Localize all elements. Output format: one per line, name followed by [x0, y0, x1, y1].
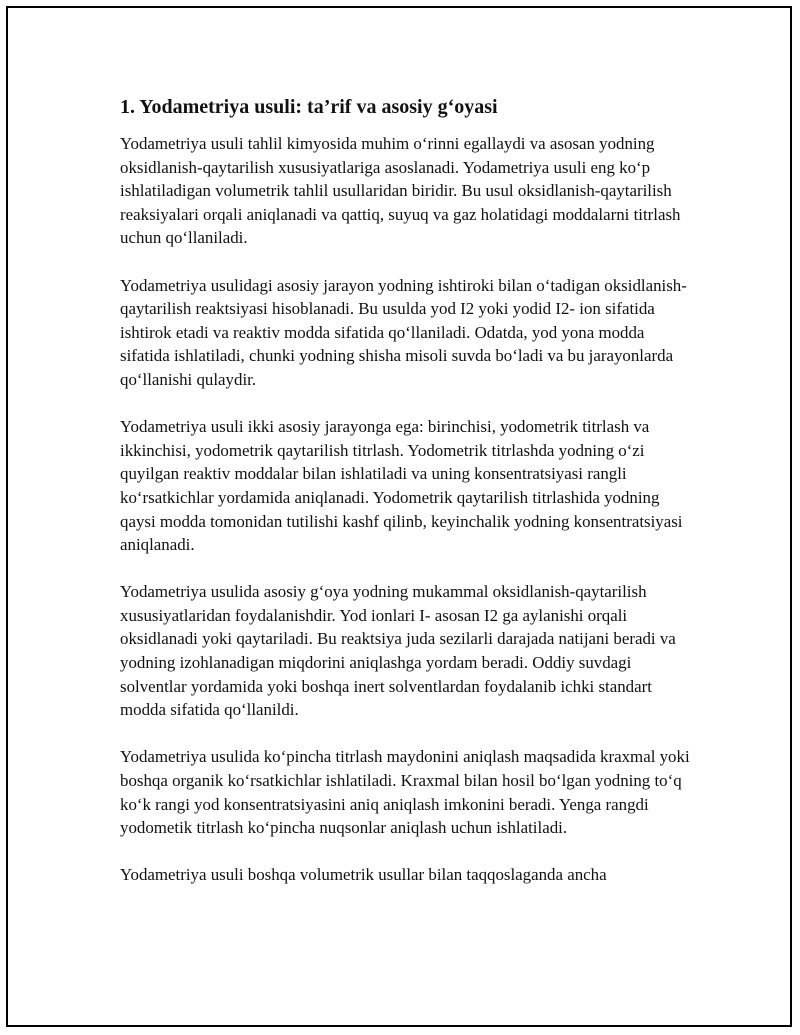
paragraph-6: Yodametriya usuli boshqa volumetrik usullar bilan taqqoslaganda ancha	[120, 865, 607, 885]
section-heading: 1. Yodametriya usuli: ta’rif va asosiy g‘oyasi	[120, 96, 498, 118]
paragraph-5: Yodametriya usulida ko‘pincha titrlash maydonini aniqlash maqsadida kraxmal yoki boshqa organik ko‘rsatkichlar ishlatiladi. Kraxmal bilan hosil bo‘lgan yodning to‘q ko‘k rangi yod konsentratsiyasini aniq aniqlash imkonini beradi. Yenga rangdi yodometik titrlash ko‘pincha nuqsonlar aniqlash uchun ishlatiladi.	[120, 747, 690, 838]
document-page	[6, 6, 792, 1027]
paragraph-1: Yodametriya usuli tahlil kimyosida muhim o‘rinni egallaydi va asosan yodning oksidlanish-qaytarilish xususiyatlariga asoslanadi. Yodametriya usuli eng ko‘p ishlatiladigan volumetrik tahlil usullaridan biridir. Bu usul oksidlanish-qaytarilish reaksiyalari orqali aniqlanadi va qattiq, suyuq va gaz holatidagi moddalarni titrlash uchun qo‘llaniladi.	[120, 134, 681, 248]
document-content	[120, 94, 690, 911]
paragraph-2: Yodametriya usulidagi asosiy jarayon yodning ishtiroki bilan o‘tadigan oksidlanish-qaytarilish reaktsiyasi hisoblanadi. Bu usulda yod I2 yoki yodid I2- ion sifatida ishtirok etadi va reaktiv modda sifatida qo‘llaniladi. Odatda, yod yona modda sifatida ishlatiladi, chunki yodning shisha misoli suvda bo‘ladi va bu jarayonlarda qo‘llanishi qulaydir.	[120, 275, 687, 389]
paragraph-3: Yodametriya usuli ikki asosiy jarayonga ega: birinchisi, yodometrik titrlash va ikkinchisi, yodometrik qaytarilish titrlash. Yodometrik titrlashda yodning o‘zi quyilgan reaktiv moddalar bilan ishlatiladi va uning konsentratsiyasi rangli ko‘rsatkichlar yordamida aniqlanadi. Yodometrik qaytarilish titrlashida yodning qaysi modda tomonidan tutilishi kashf qilinb, keyinchalik yodning konsentratsiyasi aniqlanadi.	[120, 417, 683, 555]
paragraph-4: Yodametriya usulida asosiy g‘oya yodning mukammal oksidlanish-qaytarilish xususiyatlaridan foydalanishdir. Yod ionlari I- asosan I2 ga aylanishi orqali oksidlanadi yoki qaytariladi. Bu reaktsiya juda sezilarli darajada natijani beradi va yodning izohlanadigan miqdorini aniqlashga yordam beradi. Oddiy suvdagi solventlar yordamida yoki boshqa inert solventlardan foydalanib ichki standart modda sifatida qo‘llanildi.	[120, 582, 676, 720]
